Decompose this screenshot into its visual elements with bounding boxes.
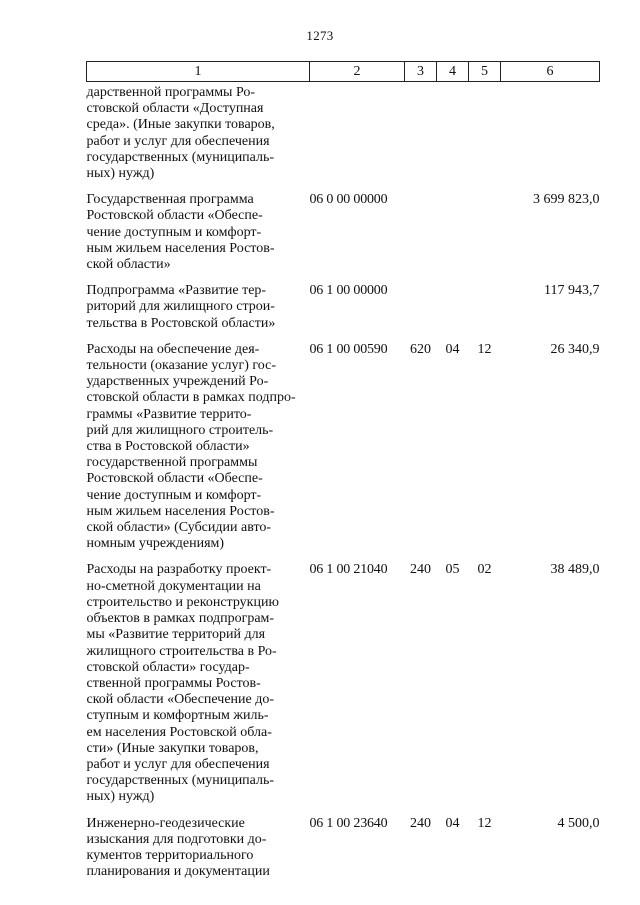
budget-table bbox=[86, 61, 600, 890]
description-line: рий для жилищного строитель- bbox=[86, 422, 274, 438]
description-line: номным учреждениям) bbox=[86, 536, 225, 552]
description-line: работ и услуг для обеспечения bbox=[86, 756, 270, 772]
description-line: жилищного строительства в Ро- bbox=[86, 643, 277, 659]
row-description bbox=[87, 82, 310, 193]
description-line: сти» (Иные закупки товаров, bbox=[86, 740, 259, 756]
row-expense-type bbox=[405, 82, 437, 193]
row-code: 06 1 00 00590 bbox=[309, 341, 388, 357]
row-subsection: 12 bbox=[477, 341, 492, 357]
row-section bbox=[437, 192, 469, 283]
description-line: Подпрограмма «Развитие тер- bbox=[86, 283, 267, 299]
page-number: 1273 bbox=[306, 28, 334, 43]
col-header-code: 2 bbox=[310, 62, 405, 82]
description-line: Ростовской области «Обеспе- bbox=[86, 471, 263, 487]
description-line: тельства в Ростовской области» bbox=[86, 315, 276, 331]
row-section bbox=[437, 283, 469, 342]
description-line: ступным и комфортным жиль- bbox=[86, 708, 269, 724]
table-row bbox=[87, 283, 600, 342]
row-section: 05 bbox=[445, 562, 460, 578]
description-line: изыскания для подготовки до- bbox=[86, 831, 267, 847]
row-subsection: 02 bbox=[477, 562, 492, 578]
description-line: ных) нужд) bbox=[86, 789, 155, 805]
description-line: строительство и реконструкцию bbox=[86, 594, 279, 610]
row-code: 06 1 00 21040 bbox=[309, 562, 388, 578]
col-header-name: 1 bbox=[87, 62, 310, 82]
description-line: ской области» bbox=[86, 257, 171, 273]
col-header-sum: 6 bbox=[501, 62, 600, 82]
table-row bbox=[87, 816, 600, 891]
row-section: 04 bbox=[445, 815, 460, 831]
row-code: 06 1 00 23640 bbox=[309, 815, 388, 831]
description-line: ных) нужд) bbox=[86, 166, 155, 182]
row-description bbox=[87, 816, 310, 891]
description-line: стовской области» государ- bbox=[86, 659, 250, 675]
description-line: ным жильем населения Ростов- bbox=[86, 503, 275, 519]
row-code bbox=[310, 82, 405, 193]
description-line: тельности (оказание услуг) гос- bbox=[86, 358, 276, 374]
description-line: ударственных учреждений Ро- bbox=[86, 374, 269, 390]
col-header-rz: 4 bbox=[437, 62, 469, 82]
description-line: чение доступным и комфорт- bbox=[86, 224, 262, 240]
description-line: ственной программы Ростов- bbox=[86, 675, 261, 691]
description-line: кументов территориального bbox=[86, 847, 254, 863]
row-expense-type bbox=[405, 192, 437, 283]
row-description bbox=[87, 283, 310, 342]
description-line: ем населения Ростовской обла- bbox=[86, 724, 272, 740]
row-amount: 26 340,9 bbox=[550, 341, 600, 357]
row-amount bbox=[501, 82, 600, 193]
row-description bbox=[87, 192, 310, 283]
description-line: дарственной программы Ро- bbox=[86, 85, 256, 100]
row-code: 06 0 00 00000 bbox=[309, 192, 388, 208]
table-row bbox=[87, 562, 600, 815]
description-line: риторий для жилищного строи- bbox=[86, 299, 275, 315]
description-line: стовской области «Доступная bbox=[86, 101, 264, 117]
row-amount: 117 943,7 bbox=[544, 283, 600, 299]
description-line: Расходы на обеспечение дея- bbox=[86, 341, 260, 357]
row-amount: 38 489,0 bbox=[550, 562, 600, 578]
description-line: планирования и документации bbox=[86, 864, 270, 880]
row-code: 06 1 00 00000 bbox=[309, 283, 388, 299]
description-line: ской области «Обеспечение до- bbox=[86, 692, 275, 708]
row-section: 04 bbox=[445, 341, 460, 357]
description-line: но-сметной документации на bbox=[86, 578, 261, 594]
description-line: Расходы на разработку проект- bbox=[86, 562, 272, 578]
table-row bbox=[87, 192, 600, 283]
description-line: чение доступным и комфорт- bbox=[86, 487, 262, 503]
row-description bbox=[87, 342, 310, 563]
header-row bbox=[87, 62, 600, 82]
row-subsection bbox=[469, 192, 501, 283]
description-line: граммы «Развитие террито- bbox=[86, 406, 252, 422]
row-expense-type: 620 bbox=[410, 341, 431, 357]
description-line: стовской области в рамках подпро- bbox=[86, 390, 296, 406]
description-line: мы «Развитие территорий для bbox=[86, 627, 266, 643]
description-line: Ростовской области «Обеспе- bbox=[86, 208, 263, 224]
description-line: работ и услуг для обеспечения bbox=[86, 133, 270, 149]
row-expense-type bbox=[405, 283, 437, 342]
col-header-vr: 3 bbox=[405, 62, 437, 82]
row-subsection bbox=[469, 283, 501, 342]
description-line: государственной программы bbox=[86, 455, 258, 471]
row-subsection: 12 bbox=[477, 815, 492, 831]
row-amount: 4 500,0 bbox=[557, 815, 600, 831]
row-description bbox=[87, 562, 310, 815]
description-line: среда». (Иные закупки товаров, bbox=[86, 117, 275, 133]
table-row bbox=[87, 342, 600, 563]
description-line: Инженерно-геодезические bbox=[86, 815, 245, 831]
table-row bbox=[87, 82, 600, 193]
description-line: государственных (муниципаль- bbox=[86, 773, 275, 789]
row-expense-type: 240 bbox=[410, 815, 431, 831]
row-expense-type: 240 bbox=[410, 562, 431, 578]
description-line: объектов в рамках подпрограм- bbox=[86, 611, 275, 627]
description-line: государственных (муниципаль- bbox=[86, 149, 275, 165]
description-line: ства в Ростовской области» bbox=[86, 439, 250, 455]
row-subsection bbox=[469, 82, 501, 193]
col-header-pr: 5 bbox=[469, 62, 501, 82]
row-amount: 3 699 823,0 bbox=[533, 192, 600, 208]
description-line: ской области» (Субсидии авто- bbox=[86, 520, 272, 536]
row-section bbox=[437, 82, 469, 193]
description-line: Государственная программа bbox=[86, 192, 254, 208]
description-line: ным жильем населения Ростов- bbox=[86, 240, 275, 256]
